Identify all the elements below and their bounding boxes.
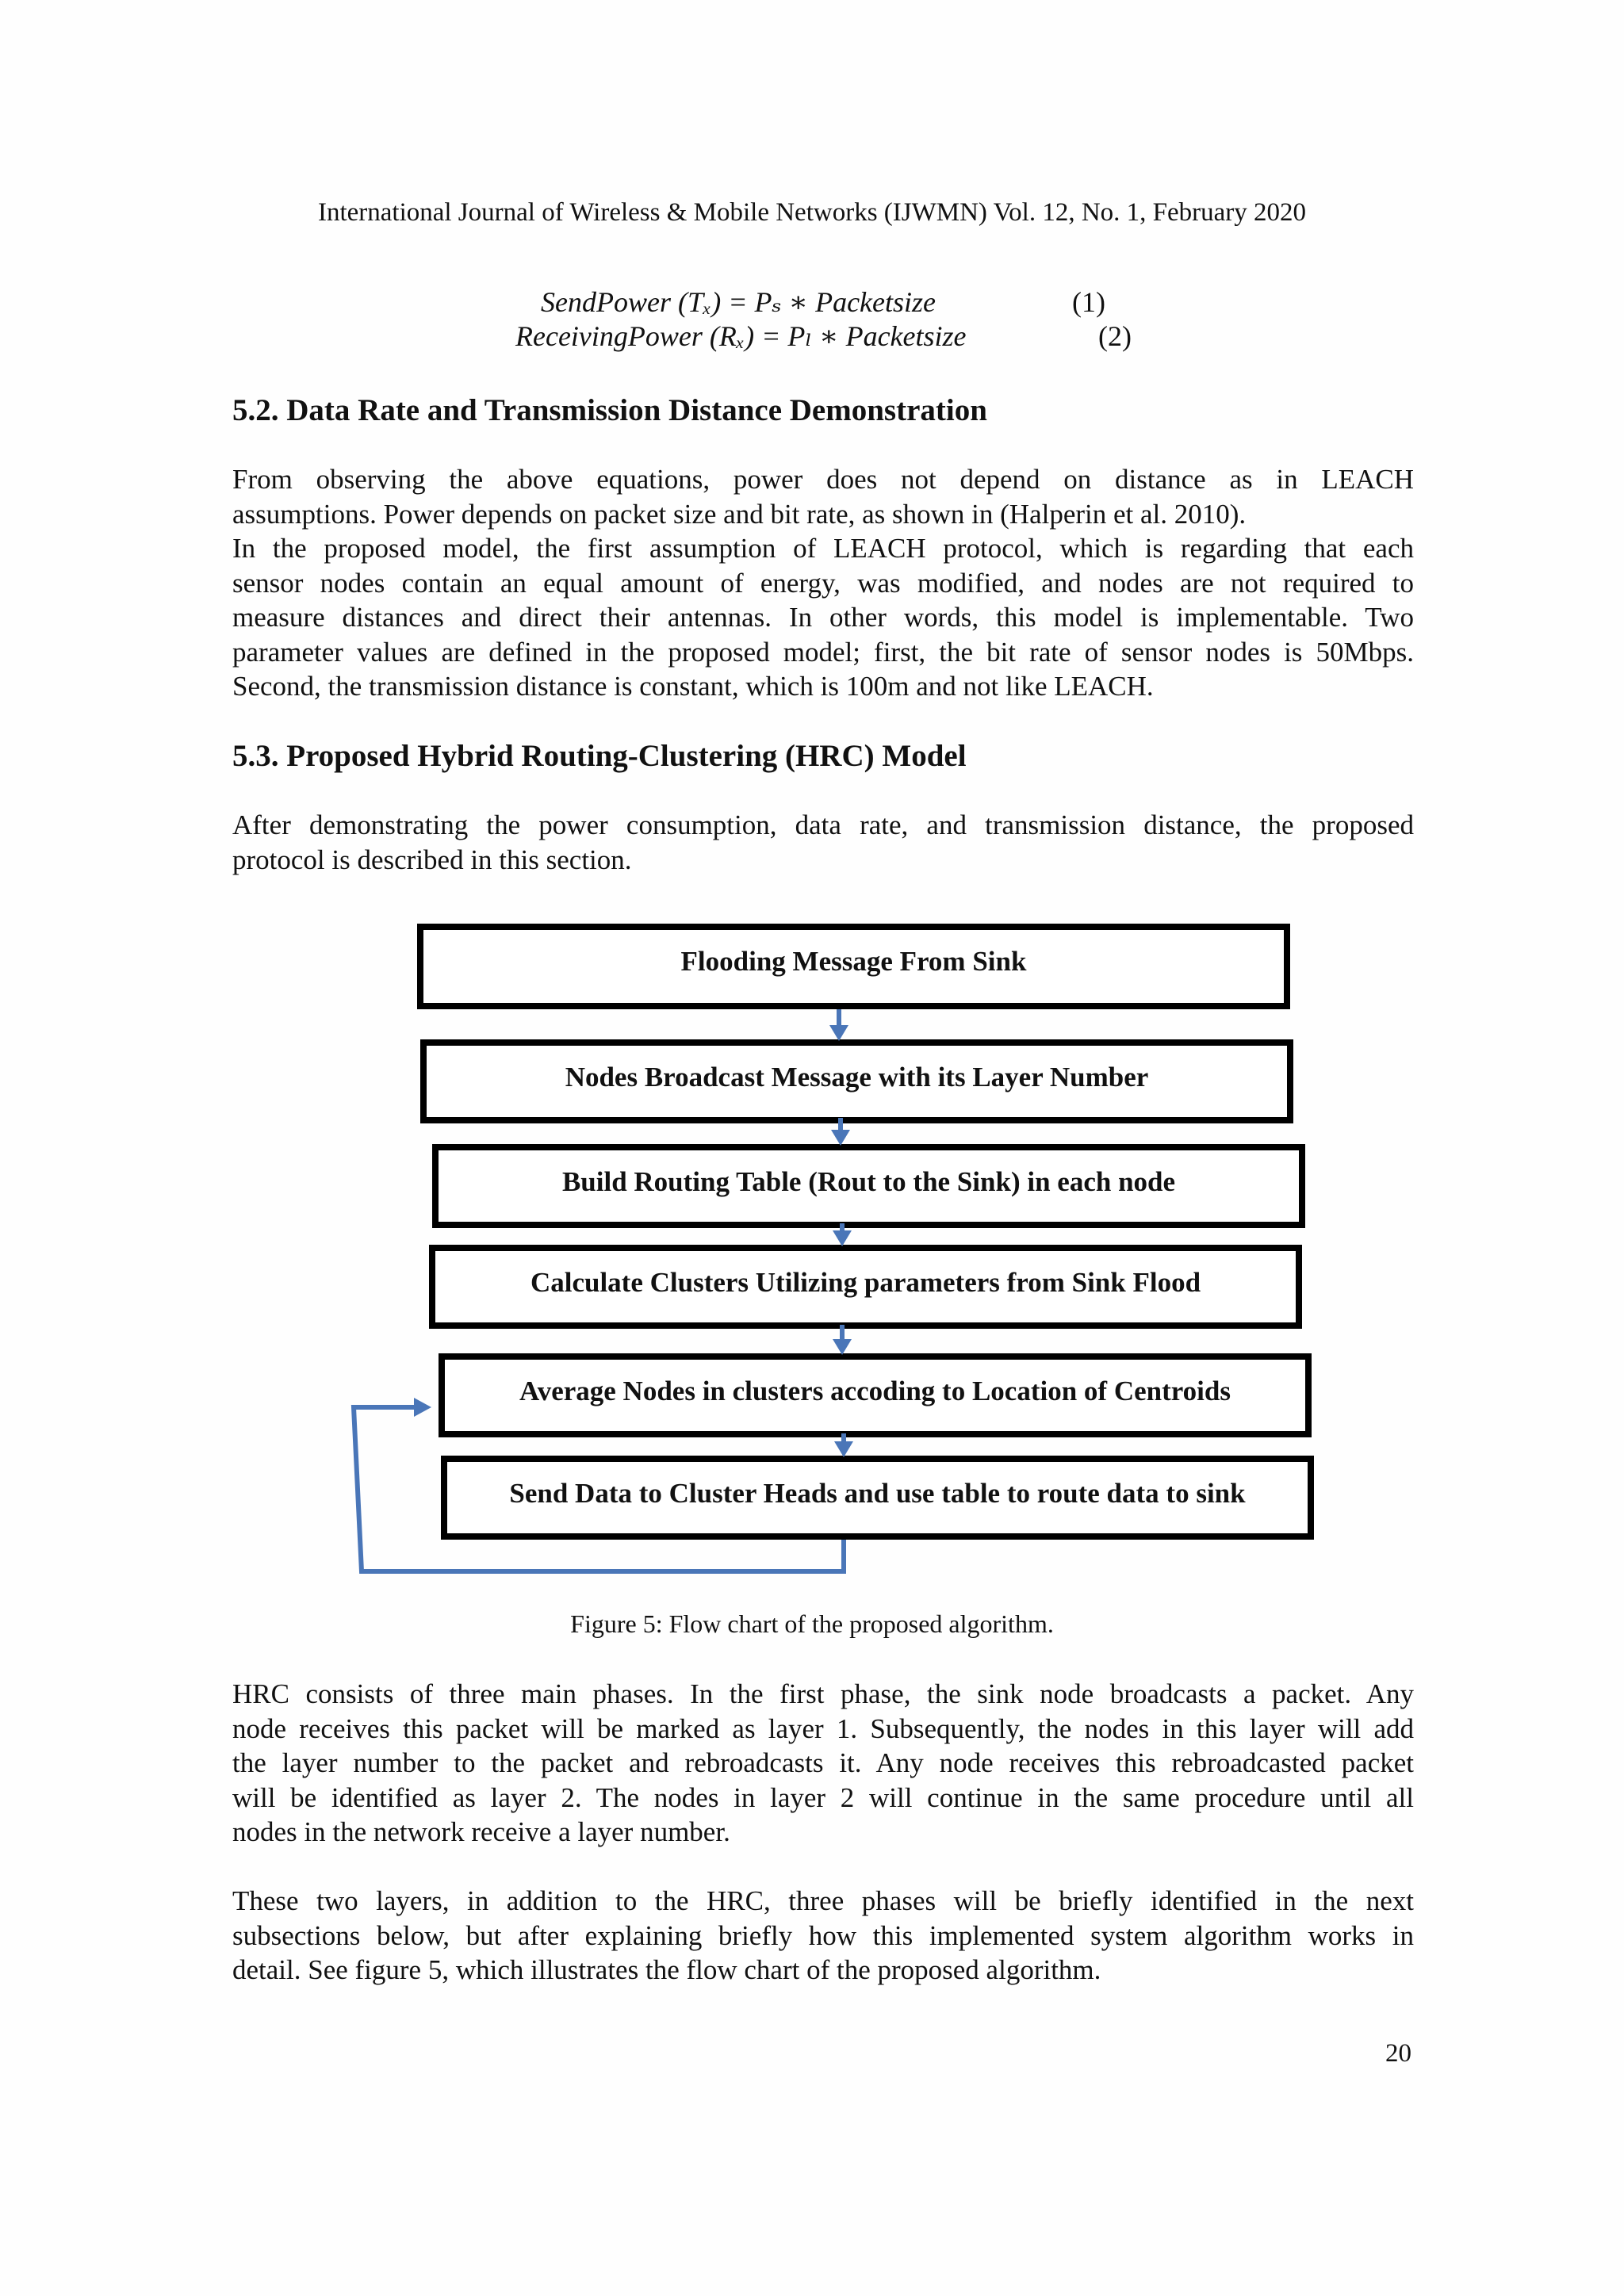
flowchart-step-2-label: Nodes Broadcast Message with its Layer Number — [565, 1062, 1149, 1093]
equation-1-text: SendPower (Tₓ) = Pₛ ∗ Packetsize — [541, 286, 936, 318]
flowchart-step-2 — [420, 1039, 1293, 1123]
text-line: protocol is described in this section. — [232, 844, 632, 875]
paragraph-hrc-phases — [232, 1677, 1414, 1850]
flowchart-step-6 — [441, 1456, 1314, 1540]
text-line: detail. See figure 5, which illustrates the flow chart of the proposed algorithm. — [232, 1954, 1101, 1985]
text-line: sensor nodes contain an equal amount of energy, was modified, and nodes are not required to — [232, 567, 1414, 599]
text-line: HRC consists of three main phases. In the first phase, the sink node broadcasts a packet. Any — [232, 1678, 1414, 1709]
journal-header: International Journal of Wireless & Mobile Networks (IJWMN) Vol. 12, No. 1, February 2020 — [317, 198, 1307, 227]
equation-2-text: ReceivingPower (Rₓ) = Pₗ ∗ Packetsize — [515, 320, 967, 352]
flowchart-step-3-label: Build Routing Table (Rout to the Sink) in each node — [561, 1166, 1176, 1197]
section-heading-5-2: 5.2. Data Rate and Transmission Distance Demonstration — [232, 393, 987, 427]
text-line: will be identified as layer 2. The nodes in layer 2 will continue in the same procedure until all — [232, 1781, 1414, 1813]
text-line: After demonstrating the power consumption, data rate, and transmission distance, the proposed — [232, 809, 1414, 840]
text-line: the layer number to the packet and rebroadcasts it. Any node receives this rebroadcasted packet — [232, 1747, 1414, 1778]
flowchart-step-3 — [432, 1144, 1305, 1228]
figure-caption: Figure 5: Flow chart of the proposed algorithm. — [570, 1609, 1054, 1638]
page-number: 20 — [1385, 2039, 1411, 2068]
text-line: In the proposed model, the first assumption of LEACH protocol, which is regarding that each — [232, 533, 1414, 564]
flowchart-step-5 — [439, 1353, 1312, 1437]
section-heading-5-3: 5.3. Proposed Hybrid Routing-Clustering (HRC) Model — [232, 739, 967, 773]
equation-1-number: (1) — [1072, 286, 1105, 318]
flowchart-step-6-label: Send Data to Cluster Heads and use table to route data to sink — [509, 1478, 1246, 1509]
flowchart-step-5-label: Average Nodes in clusters accoding to Location of Centroids — [519, 1376, 1231, 1406]
text-line: From observing the above equations, power does not depend on distance as in LEACH — [232, 464, 1414, 495]
flowchart-step-4 — [429, 1245, 1302, 1329]
flowchart-step-1-label: Flooding Message From Sink — [680, 946, 1027, 977]
text-line: nodes in the network receive a layer number. — [232, 1816, 730, 1847]
text-line: node receives this packet will be marked as layer 1. Subsequently, the nodes in this layer will add — [232, 1712, 1414, 1744]
text-line: assumptions. Power depends on packet size and bit rate, as shown in (Halperin et al. 2010). — [232, 498, 1247, 530]
text-line: measure distances and direct their antennas. In other words, this model is implementable. Two — [232, 602, 1414, 633]
flowchart-step-1 — [417, 924, 1290, 1009]
text-line: Second, the transmission distance is constant, which is 100m and not like LEACH. — [232, 671, 1154, 702]
text-line: subsections below, but after explaining briefly how this implemented system algorithm works in — [232, 1919, 1414, 1951]
text-line: These two layers, in addition to the HRC, three phases will be briefly identified in the next — [232, 1885, 1414, 1916]
equation-2-number: (2) — [1098, 320, 1132, 352]
paragraph-layers — [232, 1884, 1414, 1988]
text-line: parameter values are defined in the proposed model; first, the bit rate of sensor nodes is 50Mbps. — [232, 636, 1414, 668]
flowchart-step-4-label: Calculate Clusters Utilizing parameters from Sink Flood — [530, 1267, 1201, 1298]
